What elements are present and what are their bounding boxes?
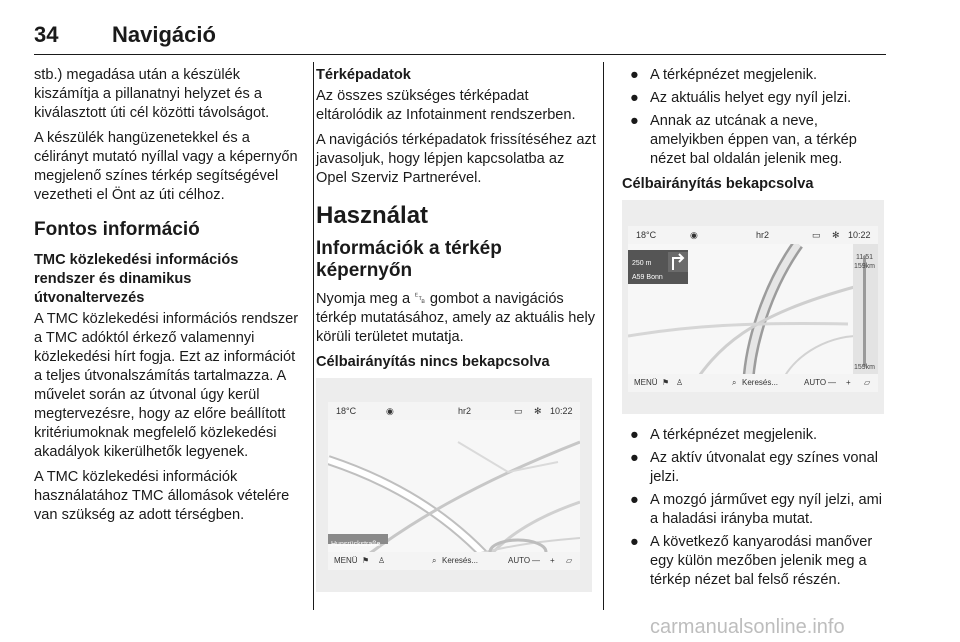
clock: 10:22 [848,230,871,240]
search-button[interactable]: Keresés... [742,378,779,387]
phone-icon[interactable]: ▭ [812,230,821,240]
subsection-heading: Információk a térkép képernyőn [316,238,502,281]
display [628,226,878,392]
gear-icon[interactable]: ✻ [534,406,542,416]
temperature: 18°C [336,406,357,416]
nav-screen-guidance [622,200,884,414]
section-heading: Fontos információ [34,219,200,240]
column-2 [316,66,598,592]
page-title: Navigáció [112,22,216,47]
page-number: 34 [34,22,59,47]
paragraph: A TMC közlekedési információk használatához TMC állomások vételére van szükség az adott térségben. [34,469,290,523]
bottom-bar [328,552,580,570]
status-bar [328,402,580,420]
location-icon: ◉ [386,406,394,416]
header-rule [34,54,886,55]
list-item: ● Az aktív útvonalat egy színes vonal jelzi. [630,450,878,485]
paragraph: A navigációs térképadatok frissítéséhez azt javasoljuk, hogy lépjen kapcsolatba az Opel Szerviz Partnerével. [316,132,596,186]
eta-time: 11:51 [856,254,873,261]
turn-distance: 250 m [632,260,652,267]
subheading: Célbairányítás nincs bekapcsolva [316,354,550,370]
bullet-list [622,66,888,169]
radio-station: hr2 [458,406,472,416]
status-bar [628,226,878,244]
watermark: carmanualsonline.info [650,616,845,638]
paragraph: Nyomja meg a ␗ gombot a navigációs térkép mutatásához, amely az aktuális hely körüli területet mutatja. [316,291,596,345]
nav-screen-no-guidance [316,378,592,592]
remaining-distance: 159km [854,263,876,270]
column-divider [313,62,314,610]
subheading: TMC közlekedési információs rendszer és dinamikus útvonaltervezés [34,252,239,306]
column-divider [603,62,604,610]
search-button[interactable]: Keresés... [442,556,479,565]
person-icon[interactable]: ♙ [676,378,684,387]
zoom-out-button[interactable]: — [828,378,836,387]
paragraph: stb.) megadása után a készülék kiszámítja a pillanatnyi helyzet és a kiválasztott úti cél közötti távolságot. [34,67,270,121]
menu-button[interactable]: MENÜ [634,378,658,387]
list-item: ● A térképnézet megjelenik. [630,67,818,83]
zoom-out-button[interactable]: — [532,556,540,565]
temperature: 18°C [636,230,657,240]
phone-icon[interactable]: ▭ [514,406,523,416]
search-icon[interactable]: ⌕ [432,556,437,565]
auto-button[interactable]: AUTO [804,378,827,387]
clock: 10:22 [550,406,573,416]
section-heading: Használat [316,202,429,229]
view-toggle-icon[interactable]: ▱ [864,378,871,387]
flag-icon[interactable]: ⚑ [662,378,670,387]
map-view [628,226,878,392]
display [328,402,580,570]
list-item: ● A térképnézet megjelenik. [630,427,818,443]
zoom-in-button[interactable]: + [846,378,851,387]
auto-button[interactable]: AUTO [508,556,531,565]
paragraph: A készülék hangüzenetekkel és a célirányt mutató nyíllal vagy a képernyőn megjelenő színes térkép segítségével vezetheti el Önt az úti célhoz. [34,130,298,203]
person-icon[interactable]: ♙ [378,556,386,565]
street-name: Hunsrückstraße [331,541,381,548]
paragraph: Az összes szükséges térképadat eltárolódik az Infotainment rendszerben. [316,88,576,123]
location-icon: ◉ [690,230,698,240]
menu-button[interactable]: MENÜ [334,556,358,565]
list-item: ● Annak az utcának a neve, amelyikben éppen van, a térkép nézet bal oldalán jelenik meg. [630,113,857,167]
column-3 [622,66,888,596]
bullet-list [622,426,888,590]
subheading: Célbairányítás bekapcsolva [622,176,814,192]
column-1 [34,66,302,531]
gear-icon[interactable]: ✻ [832,230,840,240]
subheading: Térképadatok [316,67,411,83]
zoom-in-button[interactable]: + [550,556,555,565]
page-header [34,22,886,52]
search-icon[interactable]: ⌕ [732,378,737,387]
radio-station: hr2 [756,230,770,240]
paragraph: A TMC közlekedési információs rendszer a TMC adóktól érkező valamennyi közlekedési hírt fogja. Ezt az információt a teljes útvonalszámítás tartalmazza. A művelet során az útvonal úgy kerül megtervezésre, hogy az előre beállított kritériumoknak megfelelő közlekedési akadályok kikerülhetők legyenek. [34,311,299,460]
remaining-distance: 159km [854,364,876,371]
bottom-bar [628,374,878,392]
turn-road: A59 Bonn [632,274,663,281]
flag-icon[interactable]: ⚑ [362,556,370,565]
list-item: ● A következő kanyarodási manőver egy külön mezőben jelenik meg a térkép nézet bal felső részén. [630,534,873,588]
view-toggle-icon[interactable]: ▱ [566,556,573,565]
list-item: ● Az aktuális helyet egy nyíl jelzi. [630,90,852,106]
list-item: ● A mozgó járművet egy nyíl jelzi, ami a haladási irányba mutat. [630,492,882,527]
